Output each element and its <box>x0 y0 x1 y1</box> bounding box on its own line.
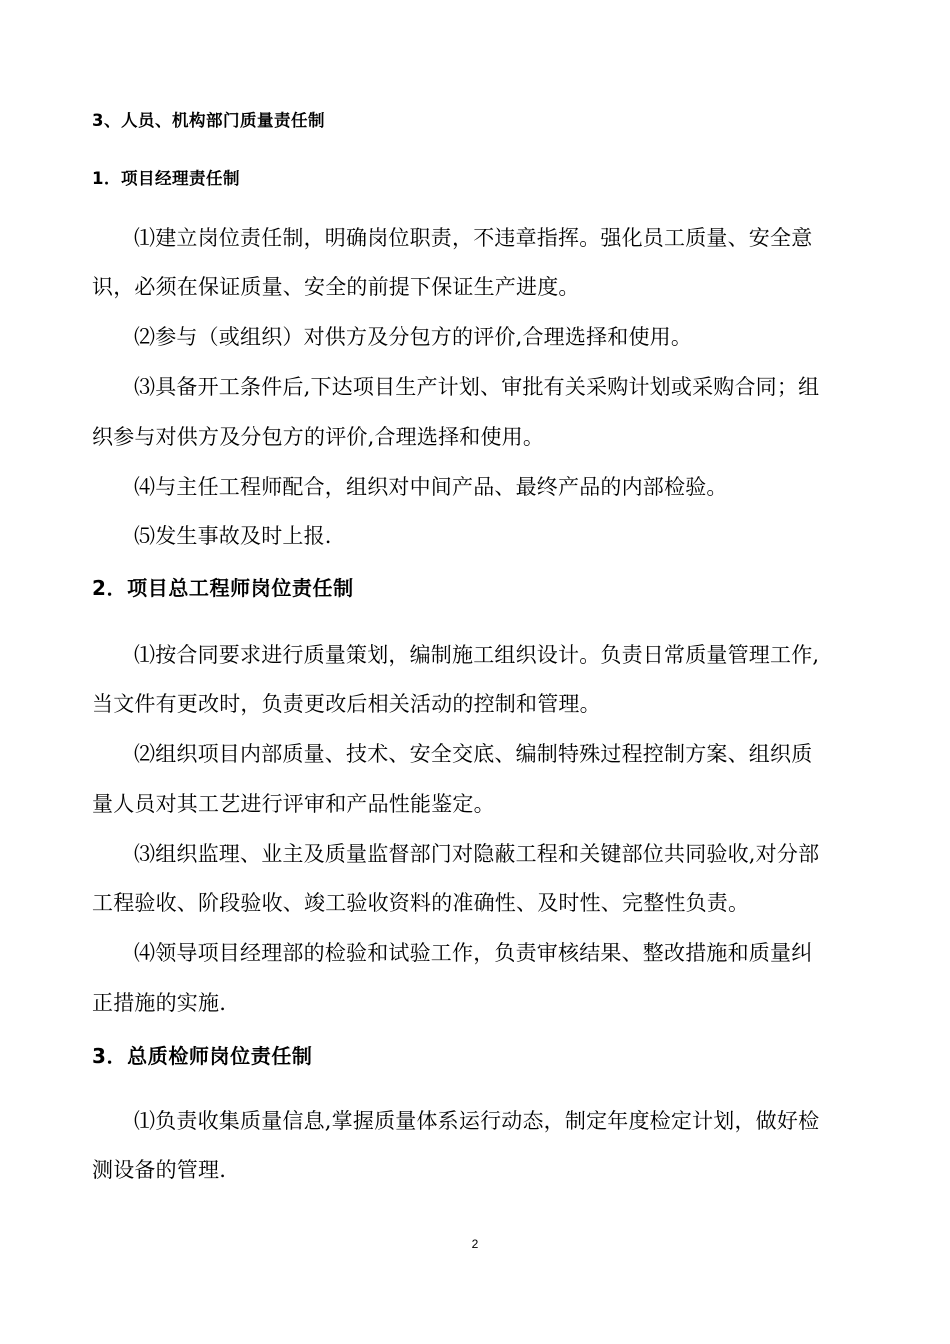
paragraph-line: 测设备的管理. <box>92 1158 227 1182</box>
paragraph-line: ⑶组织监理、业主及质量监督部门对隐蔽工程和关键部位共同验收,对分部 <box>134 842 820 866</box>
paragraph-line: ⑸发生事故及时上报. <box>134 524 332 548</box>
subsection-title-chief-inspector: 3．总质检师岗位责任制 <box>92 1044 313 1068</box>
paragraph-line: 当文件有更改时，负责更改后相关活动的控制和管理。 <box>92 692 601 716</box>
paragraph-line: ⑴建立岗位责任制，明确岗位职责，不违章指挥。强化员工质量、安全意 <box>134 226 813 250</box>
paragraph-line: 量人员对其工艺进行评审和产品性能鉴定。 <box>92 792 495 816</box>
page-number: 2 <box>471 1237 479 1251</box>
paragraph-line: ⑵参与（或组织）对供方及分包方的评价,合理选择和使用。 <box>134 325 693 349</box>
paragraph-line: 工程验收、阶段验收、竣工验收资料的准确性、及时性、完整性负责。 <box>92 891 750 915</box>
paragraph-line: ⑵组织项目内部质量、技术、安全交底、编制特殊过程控制方案、组织质 <box>134 742 813 766</box>
paragraph-line: ⑷与主任工程师配合，组织对中间产品、最终产品的内部检验。 <box>134 475 728 499</box>
paragraph-line: ⑷领导项目经理部的检验和试验工作，负责审核结果、整改措施和质量纠 <box>134 941 813 965</box>
paragraph-line: 正措施的实施. <box>92 991 227 1015</box>
paragraph-line: 识，必须在保证质量、安全的前提下保证生产进度。 <box>92 275 580 299</box>
paragraph-line: ⑴按合同要求进行质量策划，编制施工组织设计。负责日常质量管理工作, <box>134 643 820 667</box>
subsection-title-chief-engineer: 2．项目总工程师岗位责任制 <box>92 576 354 600</box>
paragraph-line: ⑴负责收集质量信息,掌握质量体系运行动态，制定年度检定计划，做好检 <box>134 1109 820 1133</box>
paragraph-line: 织参与对供方及分包方的评价,合理选择和使用。 <box>92 425 545 449</box>
subsection-title-project-manager: 1．项目经理责任制 <box>92 169 240 188</box>
section-heading: 3、人员、机构部门质量责任制 <box>92 111 325 130</box>
paragraph-line: ⑶具备开工条件后,下达项目生产计划、审批有关采购计划或采购合同；组 <box>134 375 820 399</box>
